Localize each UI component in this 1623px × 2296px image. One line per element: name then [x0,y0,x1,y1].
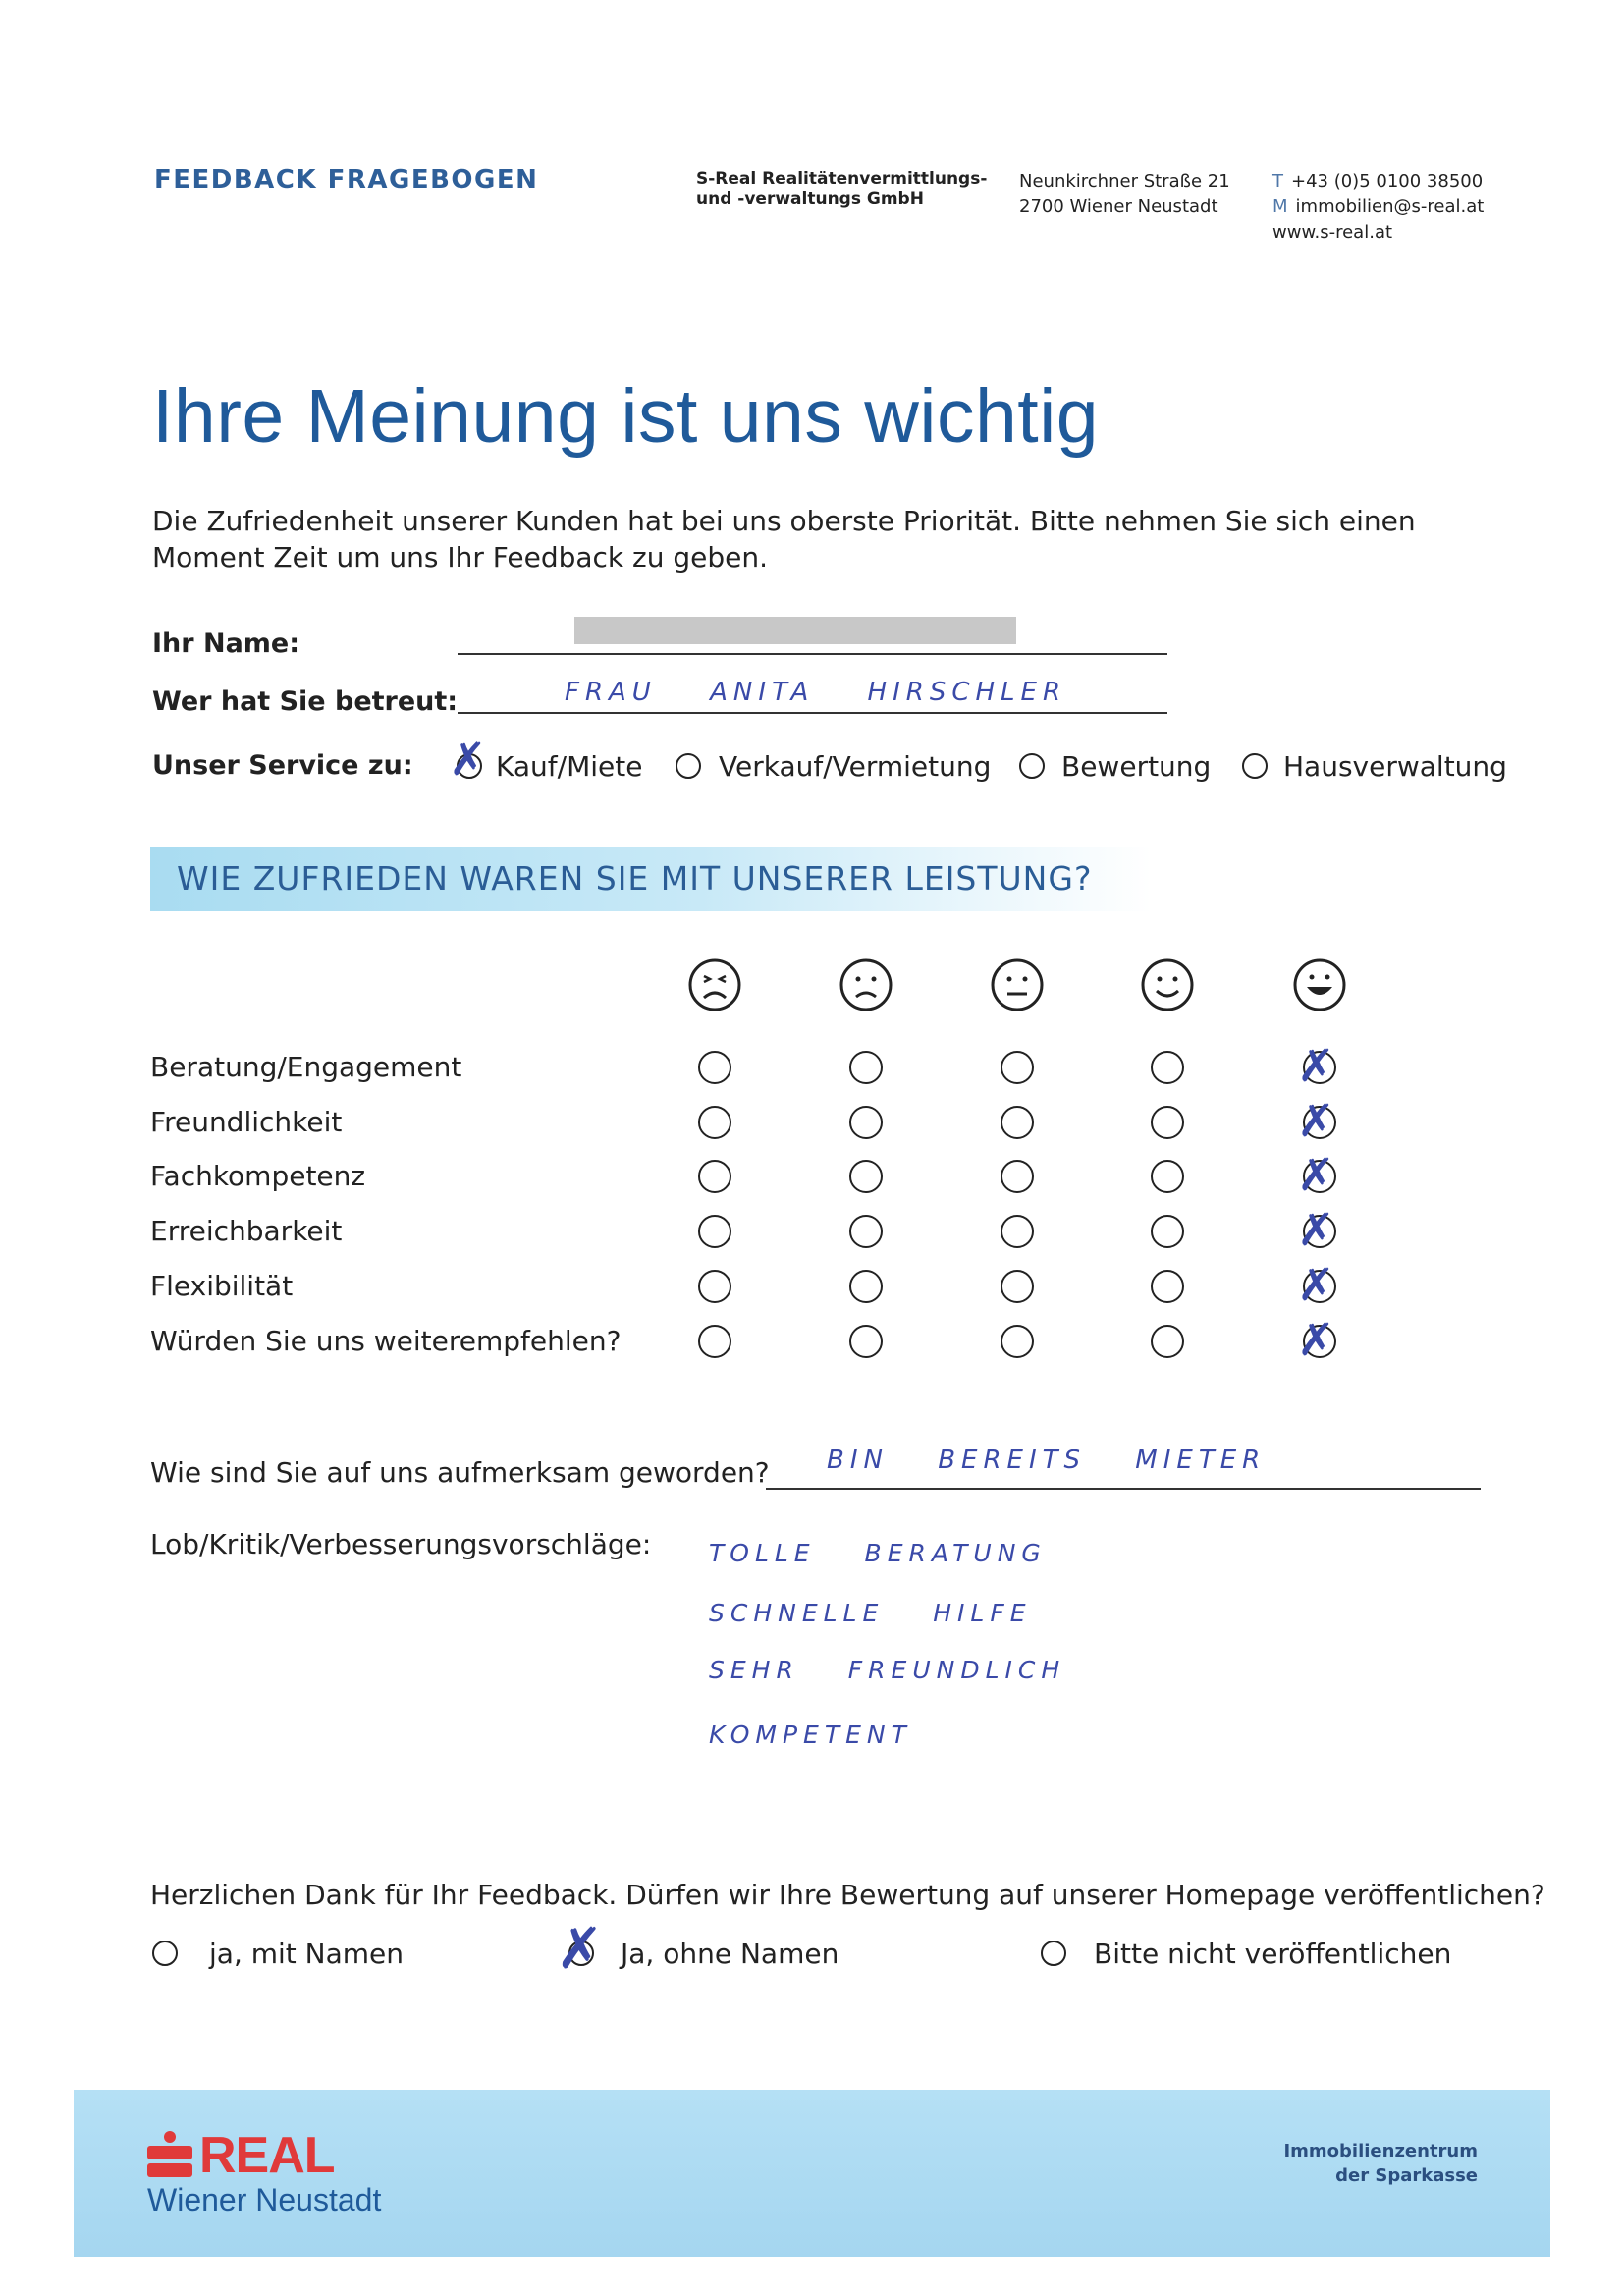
caretaker-label: Wer hat Sie betreut: [152,686,459,717]
rating-radio-3[interactable] [1001,1106,1034,1139]
mail-label: M [1272,196,1288,217]
happy-face-icon [1140,957,1195,1012]
rating-radio-2[interactable] [849,1270,883,1303]
caretaker-handwriting: FRAU ANITA HIRSCHLER [565,678,1067,707]
company-line-2: und -verwaltungs GmbH [696,190,924,209]
rating-radio-1[interactable] [698,1160,731,1193]
company-line-1: S-Real Realitätenvermittlungs- [696,169,988,189]
brand-city: Wiener Neustadt [147,2182,382,2217]
service-radio-verkauf[interactable] [676,753,701,779]
source-handwriting: BIN BEREITS MIETER [827,1446,1267,1475]
rating-row-label: Freundlichkeit [150,1106,343,1138]
tagline-line-1: Immobilienzentrum [1283,2141,1478,2161]
publish-option-no: Bitte nicht veröffentlichen [1094,1938,1452,1970]
check-mark-icon: ✗ [1297,1148,1335,1201]
mail-address: immobilien@s-real.at [1295,196,1485,217]
check-mark-icon: ✗ [449,733,487,786]
header-title: FEEDBACK FRAGEBOGEN [154,165,539,194]
rating-radio-2[interactable] [849,1160,883,1193]
company-address [1019,169,1230,220]
very-unhappy-face-icon [687,957,742,1012]
rating-radio-4[interactable] [1151,1270,1184,1303]
service-radio-hausverwaltung[interactable] [1242,753,1268,779]
rating-radio-2[interactable] [849,1215,883,1248]
service-option-verkauf: Verkauf/Vermietung [719,750,992,783]
rating-row-label: Würden Sie uns weiterempfehlen? [150,1325,622,1357]
rating-radio-4[interactable] [1151,1051,1184,1084]
rating-radio-4[interactable] [1151,1160,1184,1193]
publish-question: Herzlichen Dank für Ihr Feedback. Dürfen wir Ihre Bewertung auf unserer Homepage veröffentlichen? [150,1879,1545,1911]
company-contact [1272,169,1484,246]
rating-radio-4[interactable] [1151,1106,1184,1139]
rating-radio-4[interactable] [1151,1325,1184,1358]
rating-row-label: Flexibilität [150,1270,294,1302]
feedback-label: Lob/Kritik/Verbesserungsvorschläge: [150,1528,652,1560]
brand-tagline [1217,2139,1478,2188]
rating-section-title: WIE ZUFRIEDEN WAREN SIE MIT UNSERER LEISTUNG? [177,859,1093,898]
service-option-kauf: Kauf/Miete [496,750,643,783]
rating-radio-4[interactable] [1151,1215,1184,1248]
check-mark-icon: ✗ [556,1915,604,1982]
brand-name: REAL [199,2127,335,2184]
publish-radio-with-name[interactable] [152,1941,178,1966]
check-mark-icon: ✗ [1297,1094,1335,1147]
name-field-line[interactable] [458,653,1167,655]
address-line-2: 2700 Wiener Neustadt [1019,196,1218,217]
feedback-line-1: TOLLE BERATUNG [709,1539,1047,1567]
source-question: Wie sind Sie auf uns aufmerksam geworden? [150,1456,770,1489]
rating-radio-1[interactable] [698,1215,731,1248]
service-option-bewertung: Bewertung [1061,750,1212,783]
rating-row-label: Beratung/Engagement [150,1051,462,1083]
rating-row-label: Erreichbarkeit [150,1215,343,1247]
rating-radio-3[interactable] [1001,1325,1034,1358]
name-label: Ihr Name: [152,629,300,659]
check-mark-icon: ✗ [1297,1313,1335,1366]
intro-text: Die Zufriedenheit unserer Kunden hat bei uns oberste Priorität. Bitte nehmen Sie sich einen Moment Zeit um uns Ihr Feedback zu geben. [152,505,1416,574]
address-line-1: Neunkirchner Straße 21 [1019,171,1230,191]
feedback-line-3: SEHR FREUNDLICH [709,1656,1066,1684]
rating-radio-1[interactable] [698,1325,731,1358]
publish-option-with-name: ja, mit Namen [209,1938,405,1970]
check-mark-icon: ✗ [1297,1039,1335,1092]
website: www.s-real.at [1272,222,1393,243]
service-label: Unser Service zu: [152,750,413,781]
feedback-line-4: KOMPETENT [709,1721,912,1749]
rating-radio-3[interactable] [1001,1160,1034,1193]
phone-label: T [1272,171,1283,191]
page-title: Ihre Meinung ist uns wichtig [152,374,1100,459]
very-happy-face-icon [1292,957,1347,1012]
service-radio-bewertung[interactable] [1019,753,1045,779]
unhappy-face-icon [839,957,893,1012]
source-field-line[interactable] [766,1488,1481,1490]
check-mark-icon: ✗ [1297,1258,1335,1311]
rating-radio-3[interactable] [1001,1215,1034,1248]
company-name [696,169,987,210]
neutral-face-icon [990,957,1045,1012]
redacted-name [574,617,1016,644]
rating-radio-2[interactable] [849,1051,883,1084]
phone-number: +43 (0)5 0100 38500 [1291,171,1484,191]
rating-radio-2[interactable] [849,1325,883,1358]
sparkasse-logo-icon [147,2131,192,2180]
rating-radio-1[interactable] [698,1051,731,1084]
rating-radio-3[interactable] [1001,1270,1034,1303]
publish-radio-no[interactable] [1041,1941,1066,1966]
rating-row-label: Fachkompetenz [150,1160,366,1192]
feedback-line-2: SCHNELLE HILFE [709,1599,1032,1627]
publish-option-without-name: Ja, ohne Namen [621,1938,839,1970]
tagline-line-2: der Sparkasse [1335,2165,1478,2186]
caretaker-field-line[interactable] [458,712,1167,714]
service-option-hausverwaltung: Hausverwaltung [1283,750,1507,783]
check-mark-icon: ✗ [1297,1203,1335,1256]
rating-radio-2[interactable] [849,1106,883,1139]
rating-radio-1[interactable] [698,1270,731,1303]
rating-radio-1[interactable] [698,1106,731,1139]
rating-radio-3[interactable] [1001,1051,1034,1084]
